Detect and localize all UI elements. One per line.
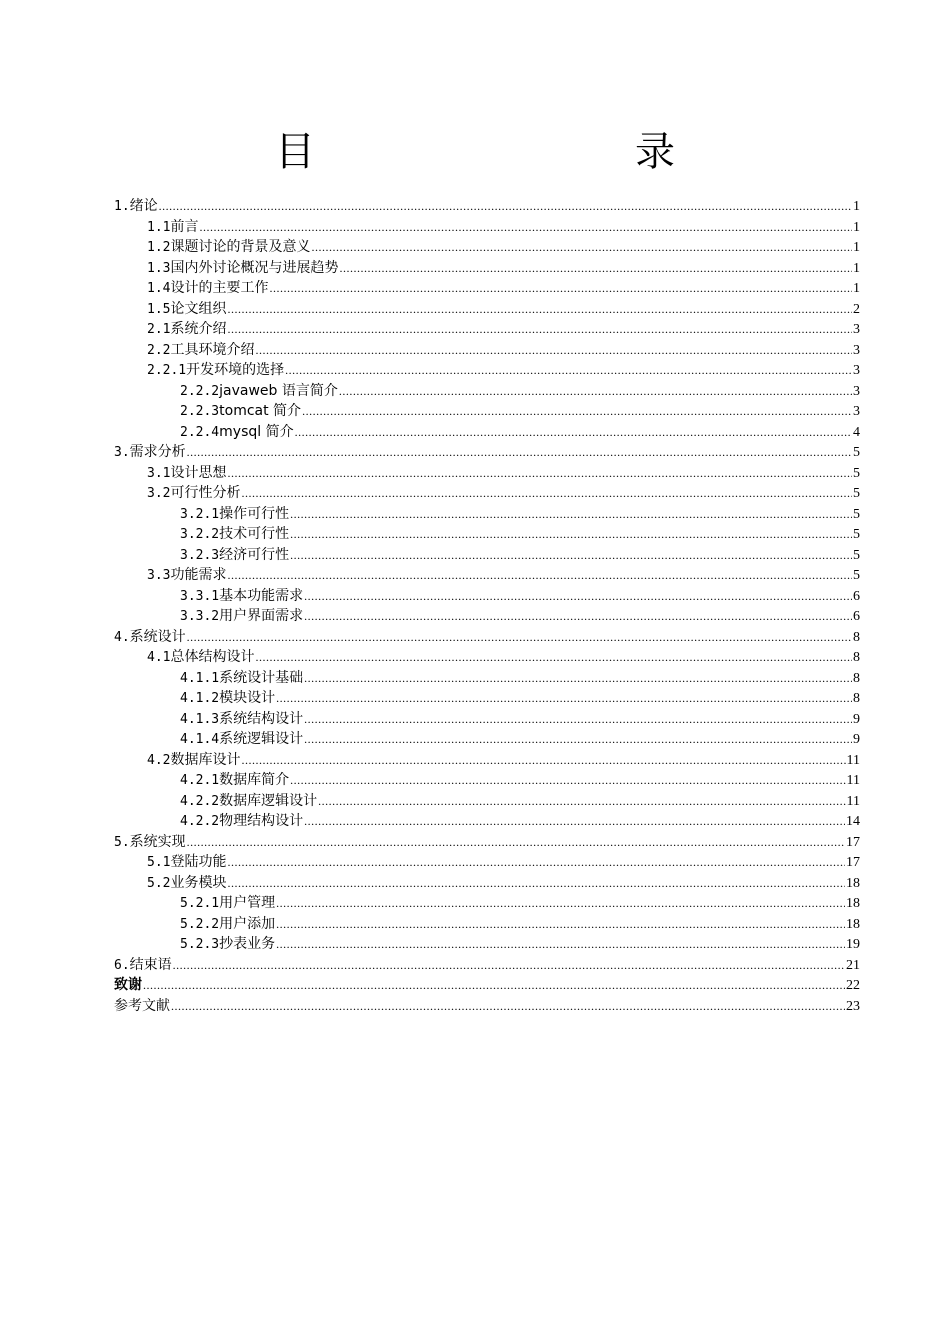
- toc-entry[interactable]: [114, 237, 860, 258]
- dot-leader: [227, 873, 845, 894]
- toc-entry-page-number: 4: [853, 424, 860, 440]
- dot-leader: [304, 709, 852, 730]
- toc-entry-number: 5.: [114, 834, 130, 850]
- dot-leader: [304, 606, 852, 627]
- toc-entry-number: 2.2.3: [180, 404, 220, 419]
- dot-leader: [304, 811, 845, 832]
- toc-entry[interactable]: [114, 196, 860, 217]
- toc-entry[interactable]: [114, 996, 860, 1017]
- toc-entry-label: 设计的主要工作: [170, 280, 269, 296]
- dot-leader: [187, 442, 852, 463]
- toc-entry-page-number: 21: [846, 957, 860, 973]
- toc-entry[interactable]: [114, 975, 860, 996]
- dot-leader: [187, 627, 852, 648]
- toc-entry-label: 论文组织: [170, 300, 227, 317]
- toc-entry-page-number: 23: [846, 998, 860, 1014]
- dot-leader: [295, 422, 852, 443]
- toc-entry-number: 4.1.3: [180, 711, 220, 727]
- toc-entry[interactable]: [114, 893, 860, 914]
- toc-entry-page-number: 1: [853, 199, 860, 214]
- toc-entry-page-number: 14: [846, 814, 860, 829]
- toc-entry[interactable]: [114, 565, 860, 586]
- toc-entry[interactable]: [114, 422, 860, 443]
- toc-entry[interactable]: [114, 688, 860, 709]
- toc-entry-page-number: 1: [853, 219, 860, 235]
- dot-leader: [227, 852, 845, 873]
- toc-entry-number: 1.1: [147, 219, 171, 235]
- toc-entry-label: 结束语: [129, 956, 172, 973]
- toc-entry[interactable]: [114, 791, 860, 812]
- toc-entry-number: 4.1.2: [180, 691, 220, 706]
- toc-entry-page-number: 3: [853, 363, 860, 378]
- dot-leader: [290, 770, 845, 791]
- toc-entry-page-number: 11: [846, 752, 860, 768]
- dot-leader: [276, 934, 845, 955]
- toc-entry-number: 4.1.1: [180, 670, 220, 686]
- toc-entry-number: 2.2.1: [147, 363, 187, 378]
- toc-entry-number: 5.2.1: [180, 896, 220, 911]
- toc-entry-page-number: 3: [853, 404, 860, 419]
- toc-entry-label: 用户添加: [219, 915, 276, 932]
- toc-entry[interactable]: [114, 360, 860, 381]
- dot-leader: [304, 586, 852, 607]
- toc-entry-number: 3.2.3: [180, 547, 220, 563]
- toc-entry[interactable]: [114, 340, 860, 361]
- toc-entry-number: 2.2.2: [180, 383, 220, 399]
- dot-leader: [302, 401, 852, 422]
- toc-entry-number: 3.3.1: [180, 588, 220, 604]
- toc-entry-page-number: 18: [846, 875, 860, 891]
- toc-entry-number: 4.2.2: [180, 793, 220, 809]
- toc-entry-label: 国内外讨论概况与进展趋势: [170, 259, 339, 276]
- dot-leader: [304, 729, 852, 750]
- dot-leader: [339, 381, 852, 402]
- dot-leader: [227, 299, 852, 320]
- toc-entry-label: 数据库逻辑设计: [219, 792, 318, 809]
- toc-entry[interactable]: [114, 627, 860, 648]
- toc-entry-label: 参考文献: [114, 997, 170, 1014]
- toc-entry-label: 系统设计基础: [219, 669, 304, 686]
- toc-entry-number: 2.1: [147, 322, 171, 337]
- toc-entry-page-number: 5: [853, 506, 860, 522]
- toc-entry-number: 5.2: [147, 875, 171, 891]
- toc-entry-page-number: 17: [846, 834, 860, 850]
- toc-entry[interactable]: [114, 934, 860, 955]
- toc-entry[interactable]: [114, 750, 860, 771]
- toc-entry-page-number: 5: [853, 547, 860, 563]
- toc-entry[interactable]: [114, 381, 860, 402]
- dot-leader: [276, 893, 845, 914]
- toc-entry-label: 用户界面需求: [219, 608, 304, 624]
- toc-entry[interactable]: [114, 442, 860, 463]
- toc-entry-label: mysql 简介: [219, 423, 294, 440]
- toc-entry[interactable]: [114, 278, 860, 299]
- toc-entry-label: 功能需求: [170, 567, 227, 583]
- toc-entry[interactable]: [114, 504, 860, 525]
- toc-entry-page-number: 2: [853, 301, 860, 317]
- toc-entry[interactable]: [114, 606, 860, 627]
- dot-leader: [173, 955, 845, 976]
- toc-entry[interactable]: [114, 770, 860, 791]
- toc-entry-label: 系统实现: [129, 833, 186, 850]
- toc-entry-page-number: 22: [846, 978, 860, 993]
- toc-entry-label: 工具环境介绍: [170, 341, 255, 358]
- toc-entry-page-number: 8: [853, 691, 860, 706]
- toc-entry-page-number: 8: [853, 629, 860, 645]
- dot-leader: [339, 258, 852, 279]
- dot-leader: [171, 996, 845, 1017]
- toc-entry[interactable]: [114, 483, 860, 504]
- toc-entry-page-number: 17: [846, 855, 860, 870]
- toc-entry-label: 设计思想: [170, 464, 227, 481]
- toc-entry-label: 课题讨论的背景及意义: [170, 239, 311, 255]
- dot-leader: [187, 832, 845, 853]
- dot-leader: [255, 647, 852, 668]
- toc-entry[interactable]: [114, 955, 860, 976]
- dot-leader: [227, 565, 852, 586]
- dot-leader: [311, 237, 852, 258]
- toc-entry-number: 2.2: [147, 342, 171, 358]
- toc-entry-number: 5.2.3: [180, 937, 220, 952]
- toc-entry-label: 操作可行性: [219, 505, 290, 522]
- dot-leader: [304, 668, 852, 689]
- toc-entry-number: 4.1.4: [180, 732, 220, 747]
- toc-entry[interactable]: [114, 811, 860, 832]
- toc-entry[interactable]: [114, 914, 860, 935]
- toc-entry-label: 模块设计: [219, 690, 276, 706]
- toc-entry-label: javaweb 语言简介: [219, 382, 338, 399]
- toc-entry-label: 总体结构设计: [170, 649, 255, 665]
- toc-entry-number: 3.1: [147, 465, 171, 481]
- toc-entry-page-number: 11: [846, 793, 860, 809]
- dot-leader: [143, 975, 845, 996]
- toc-entry-label: 系统介绍: [170, 321, 227, 337]
- toc-entry-number: 1.5: [147, 301, 171, 317]
- toc-entry-label: 数据库设计: [170, 751, 241, 768]
- toc-entry-number: 3.: [114, 445, 130, 460]
- toc-entry-page-number: 19: [846, 937, 860, 952]
- dot-leader: [285, 360, 852, 381]
- dot-leader: [199, 217, 852, 238]
- toc-entry-label: 系统逻辑设计: [219, 731, 304, 747]
- dot-leader: [241, 750, 845, 771]
- toc-entry-label: 系统结构设计: [219, 710, 304, 727]
- toc-entry-label: 技术可行性: [219, 526, 290, 542]
- page-title: 目 录: [275, 129, 755, 175]
- toc-entry-label: 绪论: [129, 198, 158, 214]
- toc-entry-number: 5.1: [147, 855, 171, 870]
- dot-leader: [241, 483, 852, 504]
- toc-entry-number: 4.2: [147, 752, 171, 768]
- toc-entry-number: 6.: [114, 957, 130, 973]
- toc-entry[interactable]: [114, 401, 860, 422]
- toc-entry-page-number: 9: [853, 732, 860, 747]
- toc-entry[interactable]: [114, 299, 860, 320]
- toc-entry-page-number: 1: [853, 240, 860, 255]
- toc-entry-label: 系统设计: [129, 628, 186, 645]
- toc-entry-label: 需求分析: [129, 444, 186, 460]
- dot-leader: [318, 791, 845, 812]
- toc-entry-number: 1.: [114, 199, 130, 214]
- toc-entry-number: 1.4: [147, 281, 171, 296]
- toc-entry-number: 3.3: [147, 568, 171, 583]
- toc-entry-page-number: 3: [853, 342, 860, 358]
- toc-entry-number: 1.3: [147, 260, 171, 276]
- dot-leader: [290, 504, 852, 525]
- toc-entry-number: 3.3.2: [180, 609, 220, 624]
- toc-entry-number: 4.1: [147, 650, 171, 665]
- toc-entry-label: 用户管理: [219, 895, 276, 911]
- toc-entry-label: 登陆功能: [170, 854, 227, 870]
- toc-entry-page-number: 8: [853, 650, 860, 665]
- toc-entry-label: 抄表业务: [219, 936, 276, 952]
- dot-leader: [159, 196, 852, 217]
- toc-entry[interactable]: [114, 524, 860, 545]
- dot-leader: [227, 319, 852, 340]
- dot-leader: [276, 914, 845, 935]
- toc-entry[interactable]: [114, 319, 860, 340]
- toc-entry[interactable]: [114, 647, 860, 668]
- dot-leader: [255, 340, 852, 361]
- table-of-contents: [114, 196, 860, 1016]
- toc-entry-number: 5.2.2: [180, 916, 220, 932]
- toc-entry-label: 开发环境的选择: [186, 362, 285, 378]
- toc-entry-page-number: 5: [853, 445, 860, 460]
- toc-entry-page-number: 1: [853, 260, 860, 276]
- toc-entry-page-number: 3: [853, 383, 860, 399]
- toc-entry-page-number: 1: [853, 281, 860, 296]
- toc-entry-label: 业务模块: [170, 874, 227, 891]
- toc-entry-number: 2.2.4: [180, 424, 220, 440]
- toc-entry-number: 3.2.1: [180, 506, 220, 522]
- toc-entry-page-number: 9: [853, 711, 860, 727]
- toc-entry-number: 4.2.2: [180, 814, 220, 829]
- toc-entry[interactable]: [114, 873, 860, 894]
- toc-entry-number: 3.2: [147, 486, 171, 501]
- toc-entry-label: 经济可行性: [219, 546, 290, 563]
- toc-entry-page-number: 18: [846, 916, 860, 932]
- toc-entry-label: 可行性分析: [170, 485, 241, 501]
- toc-entry-page-number: 11: [846, 773, 860, 788]
- toc-entry-label: 物理结构设计: [219, 813, 304, 829]
- toc-entry-page-number: 5: [853, 486, 860, 501]
- toc-entry-number: 4.: [114, 629, 130, 645]
- toc-entry-page-number: 5: [853, 465, 860, 481]
- toc-entry-number: 1.2: [147, 240, 171, 255]
- toc-entry-label: 致谢: [114, 977, 142, 993]
- dot-leader: [276, 688, 852, 709]
- toc-entry-label: 前言: [170, 218, 199, 235]
- toc-entry[interactable]: [114, 545, 860, 566]
- toc-entry[interactable]: [114, 217, 860, 238]
- toc-entry-page-number: 8: [853, 670, 860, 686]
- toc-entry-page-number: 5: [853, 527, 860, 542]
- toc-entry-page-number: 5: [853, 568, 860, 583]
- toc-entry[interactable]: [114, 852, 860, 873]
- toc-entry-label: 基本功能需求: [219, 587, 304, 604]
- toc-entry-page-number: 18: [846, 896, 860, 911]
- toc-entry-label: tomcat 简介: [219, 403, 302, 419]
- toc-entry-page-number: 3: [853, 322, 860, 337]
- toc-entry-page-number: 6: [853, 609, 860, 624]
- toc-entry[interactable]: [114, 729, 860, 750]
- toc-entry[interactable]: [114, 709, 860, 730]
- dot-leader: [269, 278, 852, 299]
- toc-entry[interactable]: [114, 832, 860, 853]
- dot-leader: [227, 463, 852, 484]
- dot-leader: [290, 545, 852, 566]
- toc-entry[interactable]: [114, 668, 860, 689]
- toc-entry[interactable]: [114, 258, 860, 279]
- toc-entry-number: 3.2.2: [180, 527, 220, 542]
- toc-entry[interactable]: [114, 586, 860, 607]
- toc-entry-page-number: 6: [853, 588, 860, 604]
- dot-leader: [290, 524, 852, 545]
- toc-entry-label: 数据库简介: [219, 772, 290, 788]
- toc-entry[interactable]: [114, 463, 860, 484]
- toc-entry-number: 4.2.1: [180, 773, 220, 788]
